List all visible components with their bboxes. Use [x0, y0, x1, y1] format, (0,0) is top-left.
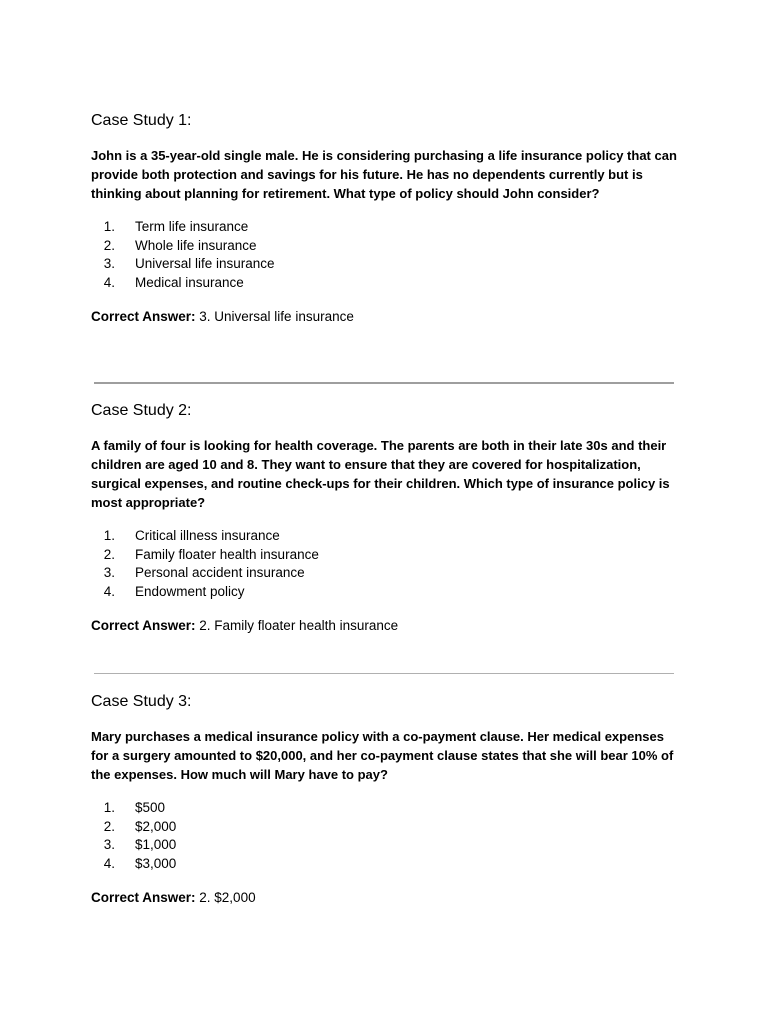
case-question: A family of four is looking for health coverage. The parents are both in their late 30s and their children are aged 10 and 8. They want to ensure that they are covered for hospitalization, surgical expenses, and routine check-ups for their children. Which type of insurance policy is most appropriate?: [91, 438, 670, 510]
option-number: 1.: [103, 219, 115, 234]
option-number: 2.: [103, 237, 115, 253]
case-title: Case Study 3:: [91, 693, 192, 710]
option-number: 4.: [103, 584, 115, 600]
options-list: [91, 527, 681, 602]
section-divider: [94, 382, 674, 384]
option-text: Medical insurance: [135, 275, 244, 291]
correct-answer: [91, 308, 681, 326]
option-number: 1.: [103, 528, 115, 543]
case-title: Case Study 2:: [91, 402, 192, 419]
case-study-1: [91, 111, 681, 326]
options-list: [91, 218, 681, 293]
option-item: [91, 583, 681, 602]
case-title: Case Study 1:: [91, 112, 192, 129]
option-text: Universal life insurance: [135, 256, 275, 272]
option-number: 2.: [103, 818, 115, 834]
answer-label: Correct Answer:: [91, 308, 196, 324]
correct-answer: [91, 889, 681, 907]
option-text: Term life insurance: [135, 219, 249, 234]
option-item: [91, 255, 681, 274]
option-item: [91, 527, 681, 546]
option-text: $2,000: [135, 818, 177, 834]
option-text: $1,000: [135, 837, 177, 853]
option-number: 2.: [103, 546, 115, 562]
option-item: [91, 836, 681, 855]
option-text: Personal accident insurance: [135, 565, 305, 581]
option-item: [91, 218, 681, 237]
correct-answer: [91, 617, 681, 635]
answer-label: Correct Answer:: [91, 889, 196, 905]
case-study-3: [91, 692, 681, 907]
option-number: 3.: [103, 256, 115, 272]
answer-value: 2. $2,000: [195, 889, 256, 905]
option-text: Whole life insurance: [135, 237, 257, 253]
option-item: [91, 237, 681, 256]
options-list: [91, 799, 681, 874]
section-divider: [94, 673, 674, 674]
case-question: Mary purchases a medical insurance policy with a co-payment clause. Her medical expenses for a surgery amounted to $20,000, and her co-payment clause states that she will bear 10% of the expenses. How much will Mary have to pay?: [91, 729, 674, 782]
option-number: 3.: [103, 565, 115, 581]
option-number: 4.: [103, 856, 115, 872]
option-item: [91, 564, 681, 583]
answer-label: Correct Answer:: [91, 617, 196, 633]
option-text: Critical illness insurance: [135, 528, 280, 543]
option-item: [91, 855, 681, 874]
option-item: [91, 818, 681, 837]
option-text: Endowment policy: [135, 584, 245, 600]
answer-value: 2. Family floater health insurance: [195, 617, 399, 633]
option-number: 1.: [103, 800, 115, 815]
case-study-2: [91, 401, 681, 635]
option-number: 4.: [103, 275, 115, 291]
option-item: [91, 799, 681, 818]
option-number: 3.: [103, 837, 115, 853]
option-item: [91, 546, 681, 565]
option-text: Family floater health insurance: [135, 546, 319, 562]
option-item: [91, 274, 681, 293]
option-text: $500: [135, 800, 166, 815]
case-question: John is a 35-year-old single male. He is considering purchasing a life insurance policy that can provide both protection and savings for his future. He has no dependents currently but is thinking about planning for retirement. What type of policy should John consider?: [91, 148, 677, 201]
option-text: $3,000: [135, 856, 177, 872]
answer-value: 3. Universal life insurance: [195, 308, 354, 324]
